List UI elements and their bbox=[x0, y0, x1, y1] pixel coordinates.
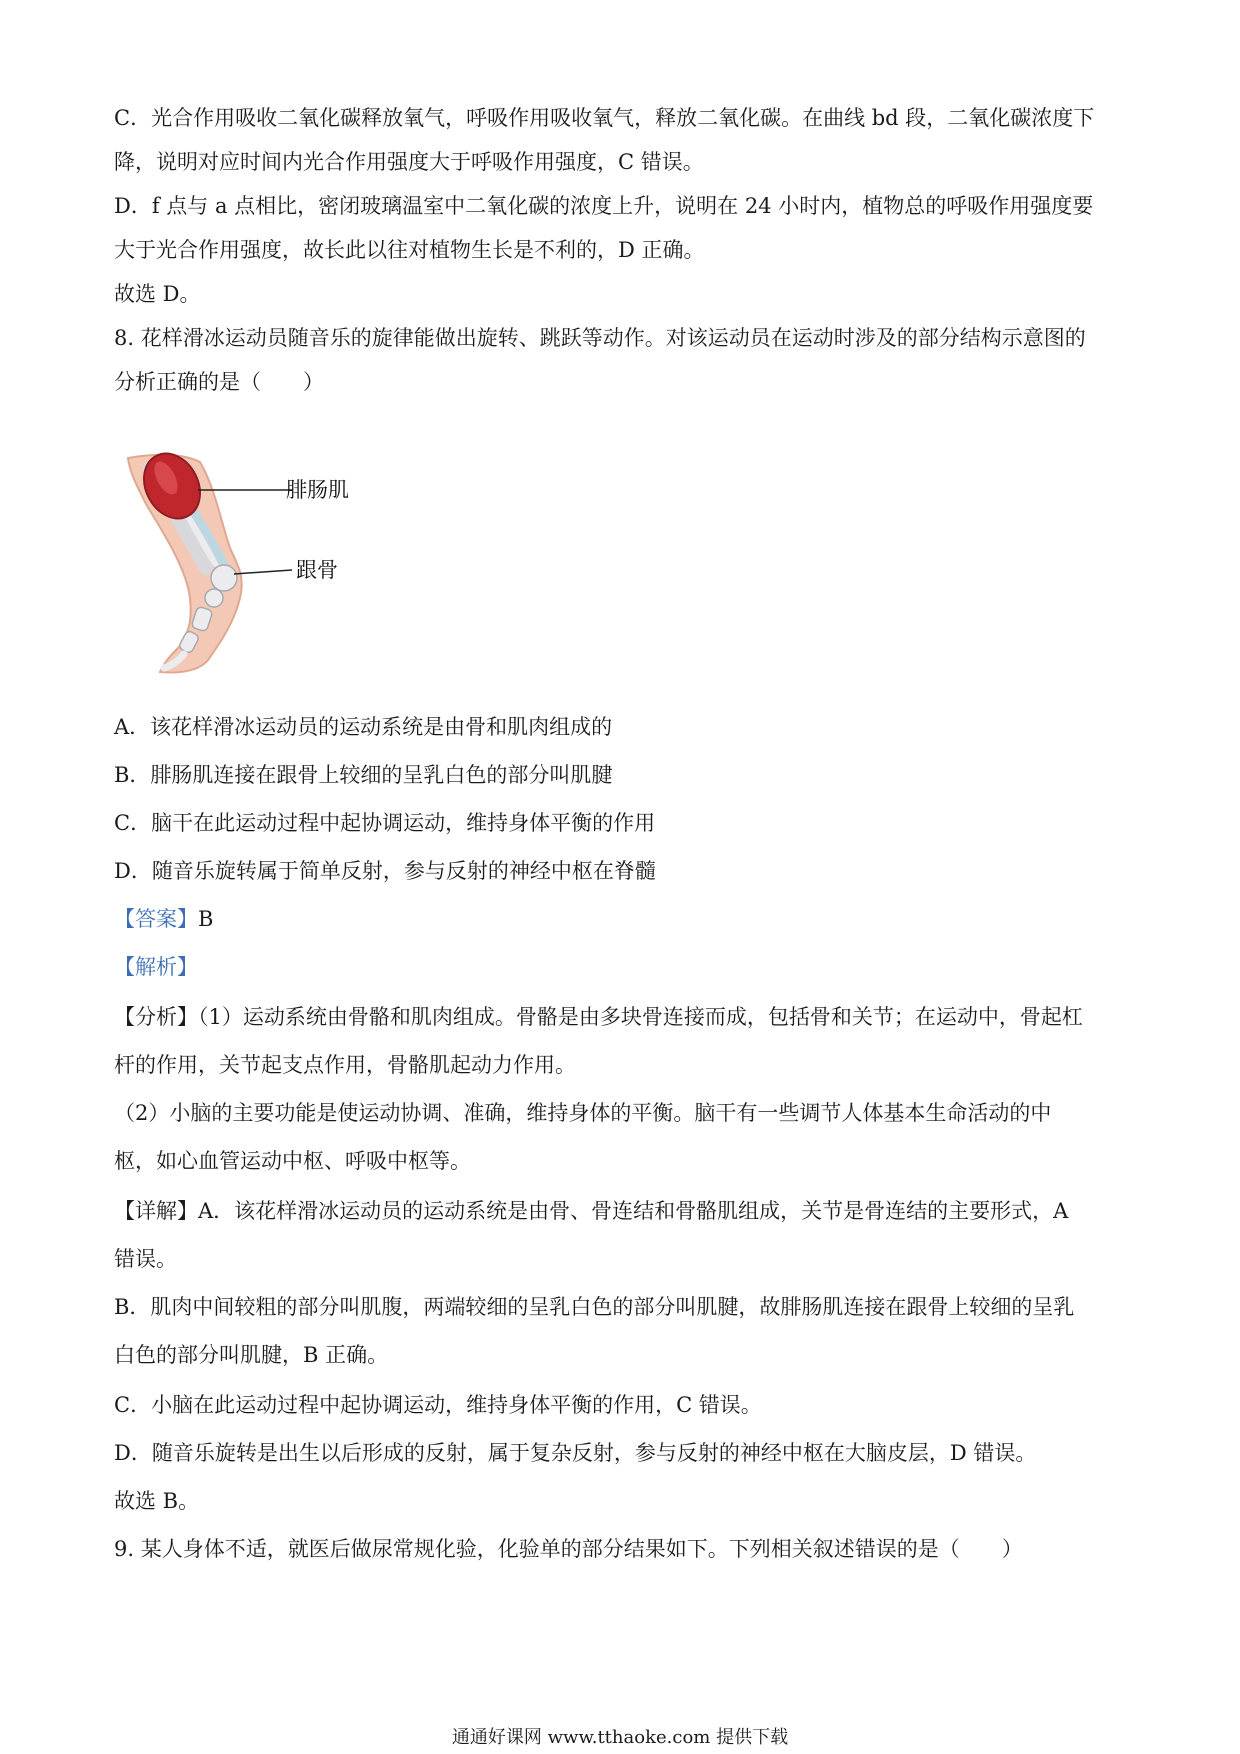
analysis-line: 白色的部分叫肌腱，B 正确。 bbox=[114, 1343, 389, 1367]
leg-anatomy-figure bbox=[120, 448, 380, 680]
tarsal-bone bbox=[205, 589, 223, 607]
page-footer: 通通好课网 www.tthaoke.com 提供下载 bbox=[451, 1727, 789, 1748]
option-b: B．腓肠肌连接在跟骨上较细的呈乳白色的部分叫肌腱 bbox=[114, 763, 613, 787]
answer-line bbox=[114, 904, 1134, 934]
answer-value: B bbox=[198, 907, 214, 931]
analysis-line: B．肌肉中间较粗的部分叫肌腹，两端较细的呈乳白色的部分叫肌腱，故腓肠肌连接在跟骨上较细的呈乳 bbox=[114, 1295, 1075, 1319]
text-line: C．光合作用吸收二氧化碳释放氧气，呼吸作用吸收氧气，释放二氧化碳。在曲线 bd 段，二氧化碳浓度下 bbox=[114, 106, 1095, 130]
analysis-line: D．随音乐旋转是出生以后形成的反射，属于复杂反射，参与反射的神经中枢在大脑皮层，D 错误。 bbox=[114, 1441, 1037, 1465]
text-line: 故选 D。 bbox=[114, 282, 201, 306]
text-line: 大于光合作用强度，故长此以往对植物生长是不利的，D 正确。 bbox=[114, 238, 705, 262]
text-line: D．f 点与 a 点相比，密闭玻璃温室中二氧化碳的浓度上升，说明在 24 小时内，植物总的呼吸作用强度要 bbox=[114, 194, 1094, 218]
calcaneus-bone bbox=[211, 565, 237, 591]
question-9-stem: 9. 某人身体不适，就医后做尿常规化验，化验单的部分结果如下。下列相关叙述错误的是（ ） bbox=[114, 1537, 1023, 1561]
analysis-line: 杆的作用，关节起支点作用，骨骼肌起动力作用。 bbox=[114, 1053, 576, 1077]
analysis-line: 【详解】A．该花样滑冰运动员的运动系统是由骨、骨连结和骨骼肌组成，关节是骨连结的主要形式，A bbox=[114, 1199, 1069, 1223]
label-heel-bone: 跟骨 bbox=[296, 558, 338, 582]
option-c: C．脑干在此运动过程中起协调运动，维持身体平衡的作用 bbox=[114, 811, 656, 835]
analysis-line: 故选 B。 bbox=[114, 1489, 200, 1513]
analysis-line: 错误。 bbox=[114, 1247, 177, 1271]
option-d: D．随音乐旋转属于简单反射，参与反射的神经中枢在脊髓 bbox=[114, 859, 656, 883]
analysis-line: C．小脑在此运动过程中起协调运动，维持身体平衡的作用，C 错误。 bbox=[114, 1393, 762, 1417]
analysis-tag: 【解析】 bbox=[114, 955, 198, 979]
option-a: A．该花样滑冰运动员的运动系统是由骨和肌肉组成的 bbox=[114, 715, 613, 739]
question-8-stem: 8. 花样滑冰运动员随音乐的旋律能做出旋转、跳跃等动作。对该运动员在运动时涉及的部分结构示意图的 bbox=[114, 326, 1086, 350]
answer-tag: 【答案】 bbox=[114, 907, 198, 931]
bone-leader-line bbox=[234, 570, 292, 574]
analysis-line: 【分析】（1）运动系统由骨骼和肌肉组成。骨骼是由多块骨连接而成，包括骨和关节；在运动中，骨起杠 bbox=[114, 1005, 1083, 1029]
analysis-line: 枢，如心血管运动中枢、呼吸中枢等。 bbox=[114, 1149, 471, 1173]
label-calf-muscle: 腓肠肌 bbox=[286, 478, 349, 502]
analysis-line: （2）小脑的主要功能是使运动协调、准确，维持身体的平衡。脑干有一些调节人体基本生命活动的中 bbox=[114, 1101, 1052, 1125]
text-line: 降，说明对应时间内光合作用强度大于呼吸作用强度，C 错误。 bbox=[114, 150, 704, 174]
question-8-stem: 分析正确的是（ ） bbox=[114, 370, 324, 394]
